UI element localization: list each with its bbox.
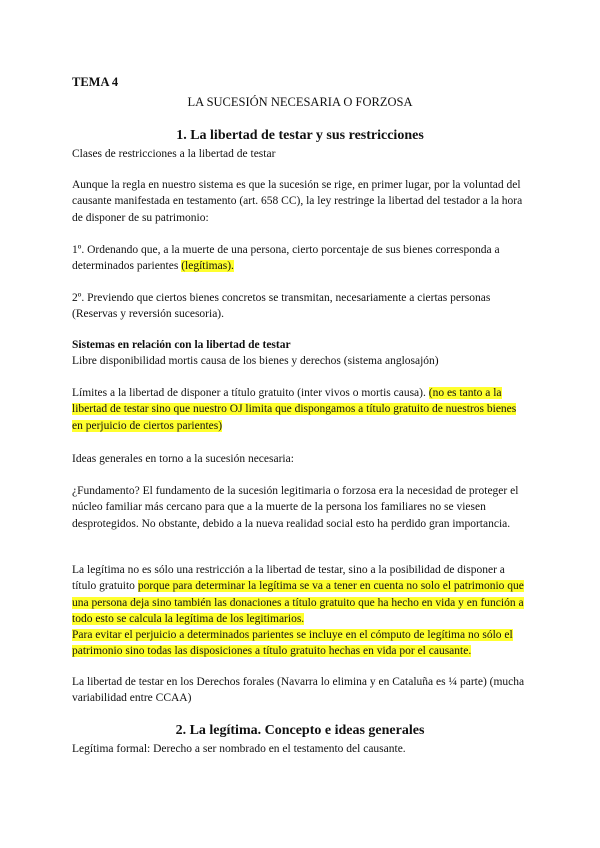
- section-1-title: 1. La libertad de testar y sus restricciones: [176, 128, 424, 143]
- document-title: LA SUCESIÓN NECESARIA O FORZOSA: [187, 95, 413, 109]
- fundamento-paragraph: ¿Fundamento? El fundamento de la sucesión legitimaria o forzosa era la necesidad de proteger el núcleo familiar más cercano para que a la muerte de la persona los familiares no se viesen desprotegidos. No obstante, debido a la nueva realidad social esto ha perdido gran importancia.: [72, 485, 519, 530]
- restriction-item-2: 2º. Previendo que ciertos bienes concretos se transmitan, necesariamente a ciertas personas (Reservas y reversión sucesoria).: [72, 292, 491, 321]
- legitima-highlight: porque para determinar la legítima se va a tener en cuenta no solo el patrimonio que una persona deja sino también las donaciones a título gratuito que ha hecho en vida y en función a todo esto se calcula la legítima de los legitimarios.: [72, 580, 524, 625]
- forales-paragraph: La libertad de testar en los Derechos forales (Navarra lo elimina y en Cataluña es ¼ parte) (mucha variabilidad entre CCAA): [72, 676, 525, 705]
- restriction-item-1-text: 1º. Ordenando que, a la muerte de una persona, cierto porcentaje de sus bienes corresponda a determinados parientes: [72, 244, 500, 273]
- systems-text: Libre disponibilidad mortis causa de los bienes y derechos (sistema anglosajón): [72, 355, 439, 367]
- legitima-paragraph: [72, 562, 528, 660]
- legitima-text: La legítima no es sólo una restricción a la libertad de testar, sino a la posibilidad de disponer a título gratuito: [72, 564, 505, 593]
- tema-label: TEMA 4: [72, 75, 119, 89]
- legitimas-highlight: (legítimas).: [181, 260, 234, 273]
- intro-paragraph: Aunque la regla en nuestro sistema es que la sucesión se rige, en primer lugar, por la voluntad del causante manifestada en testamento (art. 658 CC), la ley restringe la libertad del testador a la hora de disponer de su patrimonio:: [72, 179, 523, 224]
- section-2-title: 2. La legítima. Concepto e ideas generales: [175, 723, 425, 738]
- perjuicio-highlight: Para evitar el perjuicio a determinados parientes se incluye en el cómputo de legítima no sólo el patrimonio sino todas las disposiciones a título gratuito hechas en vida por el causante.: [72, 629, 513, 658]
- legitima-formal-text: Legítima formal: Derecho a ser nombrado en el testamento del causante.: [72, 743, 406, 755]
- restriction-item-1: [72, 242, 528, 275]
- ideas-heading: Ideas generales en torno a la sucesión necesaria:: [72, 453, 294, 465]
- limits-paragraph: [72, 385, 528, 434]
- limits-highlight: (no es tanto a la libertad de testar sino que nuestro OJ limita que dispongamos a título gratuito de nuestros bienes en perjuicio de ciertos parientes): [72, 387, 517, 432]
- systems-heading: Sistemas en relación con la libertad de testar: [72, 339, 291, 351]
- limits-text: Límites a la libertad de disponer a título gratuito (inter vivos o mortis causa).: [72, 387, 429, 399]
- section-1-subtitle: Clases de restricciones a la libertad de testar: [72, 148, 276, 160]
